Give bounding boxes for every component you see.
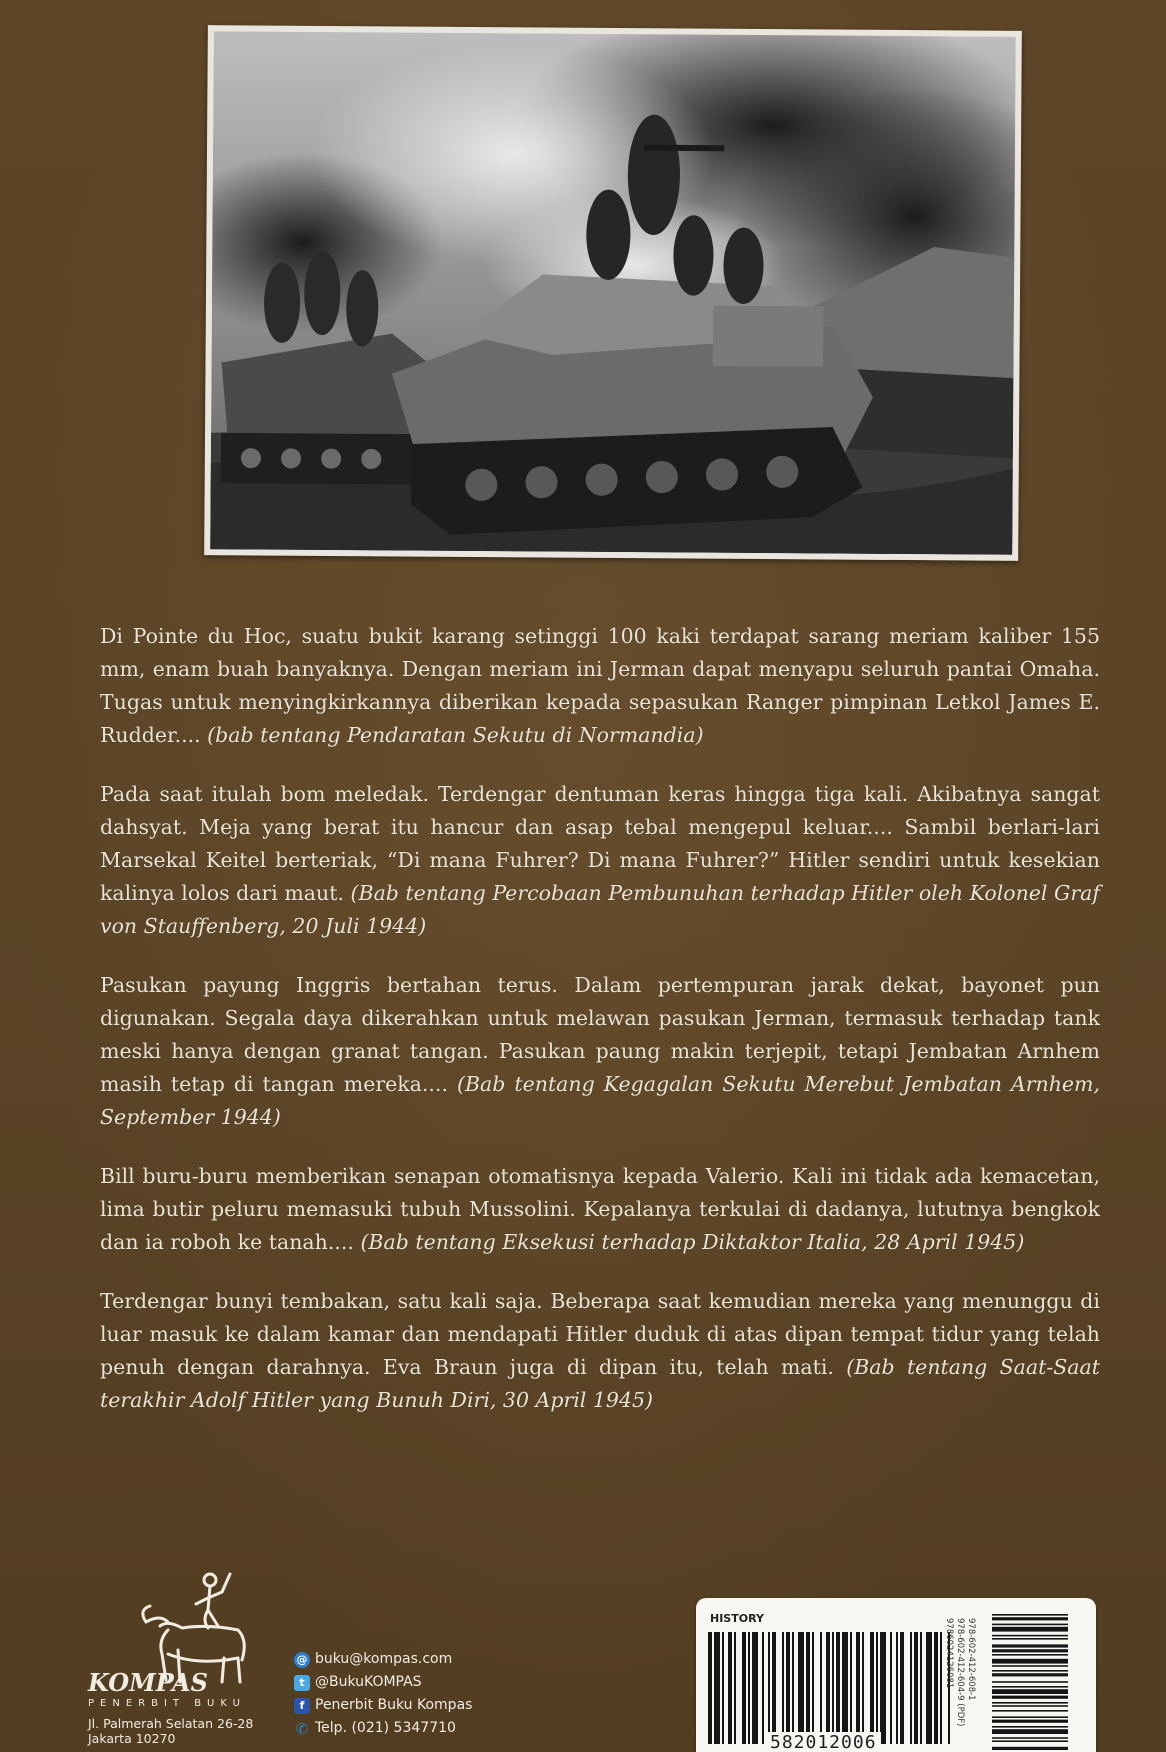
excerpt-reference: (Bab tentang Eksekusi terhadap Diktaktor Italia, 28 April 1945) [360,1230,1025,1254]
cover-photo [204,25,1022,561]
excerpt-list [100,620,1100,1443]
excerpt-reference: (Bab tentang Kegagalan Sekutu Merebut Jembatan Arnhem, September 1944) [100,1072,1101,1129]
genre-label: HISTORY [710,1612,764,1625]
contact-twitter[interactable] [294,1671,472,1694]
phone-icon: ✆ [295,1719,309,1738]
wwii-tank-photo [210,31,1016,555]
excerpt-reference: (Bab tentang Percobaan Pembunuhan terhadap Hitler oleh Kolonel Graf von Stauffenberg, 20 Juli 1944) [100,881,1100,938]
excerpt-paragraph [100,778,1100,943]
excerpt-text: Bill buru-buru memberikan senapan otomatisnya kepada Valerio. Kali ini tidak ada kemacetan, lima butir peluru memasuki tubuh Mussolini. Kepalanya terkulai di dadanya, lututnya bengkok dan ia roboh ke tanah.... [100,1164,1100,1254]
isbn-line: 978-602-412-608-1 [966,1618,976,1701]
contact-list [294,1648,472,1740]
publisher-subtitle: PENERBIT BUKU [88,1698,246,1709]
isbn-line: 978-602-412-604-9 (PDF) [955,1618,965,1727]
contact-email[interactable] [294,1648,472,1671]
email-icon: @ [294,1652,310,1668]
barcode-number: 582012006 [766,1732,881,1752]
publisher-address [88,1716,253,1746]
isbn-barcode-bars [992,1614,1068,1750]
publisher-name: KOMPAS [88,1668,208,1697]
isbn-digits: 9786024126081 [944,1618,954,1689]
contact-phone[interactable] [294,1717,472,1740]
twitter-icon: t [294,1675,310,1691]
contact-text: @BukuKOMPAS [315,1674,422,1690]
contact-text: buku@kompas.com [315,1651,453,1667]
publisher-block [88,1570,268,1752]
excerpt-reference: (bab tentang Pendaratan Sekutu di Normandia) [207,723,704,747]
excerpt-text: Di Pointe du Hoc, suatu bukit karang setinggi 100 kaki terdapat sarang meriam kaliber 155 mm, enam buah banyaknya. Dengan meriam ini Jerman dapat menyapu seluruh pantai Omaha. Tugas untuk menyingkirkannya diberikan kepada sepasukan Ranger pimpinan Letkol James E. Rudder.... [100,624,1100,747]
excerpt-paragraph [100,1160,1100,1259]
excerpt-paragraph [100,1285,1100,1417]
excerpt-text: Pasukan payung Inggris bertahan terus. Dalam pertempuran jarak dekat, bayonet pun digunakan. Segala daya dikerahkan untuk melawan pasukan Jerman, termasuk terhadap tank meski hanya dengan granat tangan. Pasukan paung makin terjepit, tetapi Jembatan Arnhem masih tetap di tangan mereka.... [100,973,1100,1096]
facebook-icon: f [294,1698,310,1714]
excerpt-paragraph [100,620,1100,752]
barcode-bars [708,1632,950,1744]
barcode-sticker [696,1598,1096,1752]
address-line: Jl. Palmerah Selatan 26-28 [88,1716,254,1731]
excerpt-reference: (Bab tentang Saat-Saat terakhir Adolf Hitler yang Bunuh Diri, 30 April 1945) [100,1355,1100,1412]
contact-text: Telp. (021) 5347710 [315,1720,456,1736]
isbn-text [944,1618,976,1746]
excerpt-paragraph [100,969,1100,1134]
excerpt-text: Terdengar bunyi tembakan, satu kali saja. Beberapa saat kemudian mereka yang menunggu di luar masuk ke dalam kamar dan mendapati Hitler duduk di atas dipan tempat tidur yang telah penuh dengan darahnya. Eva Braun juga di dipan itu, telah mati. [100,1289,1100,1379]
address-line: Jakarta 10270 [88,1731,176,1746]
contact-facebook[interactable] [294,1694,472,1717]
excerpt-text: Pada saat itulah bom meledak. Terdengar dentuman keras hingga tiga kali. Akibatnya sangat dahsyat. Meja yang berat itu hancur dan asap tebal mengepul keluar.... Sambil berlari-lari Marsekal Keitel berteriak, “Di mana Fuhrer? Di mana Fuhrer?” Hitler sendiri untuk kesekian kalinya lolos dari maut. [100,782,1100,905]
contact-text: Penerbit Buku Kompas [315,1697,473,1713]
